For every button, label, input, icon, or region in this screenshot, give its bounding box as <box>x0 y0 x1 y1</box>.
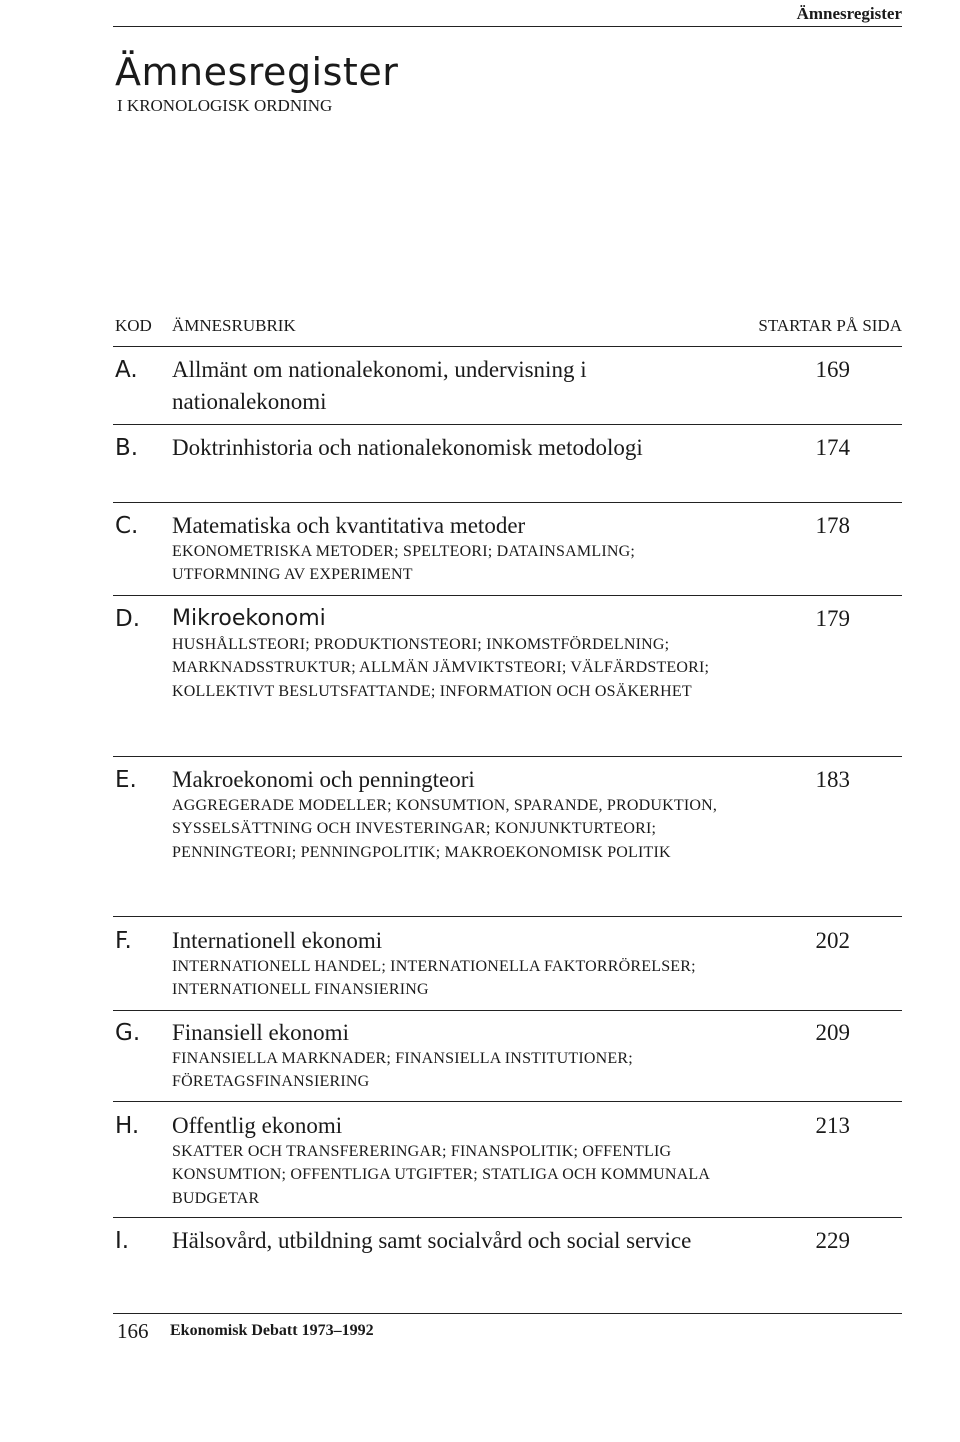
entry-code: D. <box>115 606 141 632</box>
entry-rule <box>113 595 902 596</box>
entry-heading: Mikroekonomi <box>172 606 326 631</box>
entry-code: E. <box>115 767 137 793</box>
column-header-rubrik: ÄMNESRUBRIK <box>172 316 296 335</box>
entry-subtopics: INTERNATIONELL HANDEL; INTERNATIONELLA FAKTORRÖRELSER; INTERNATIONELL FINANSIERING <box>172 958 696 999</box>
entry-heading: Finansiell ekonomi <box>172 1020 349 1045</box>
entry-page: 169 <box>815 357 850 382</box>
entry-heading: Doktrinhistoria och nationalekonomisk metodologi <box>172 435 643 460</box>
column-header-sida: STARTAR PÅ SIDA <box>758 316 902 335</box>
entry-subtopics: HUSHÅLLSTEORI; PRODUKTIONSTEORI; INKOMSTFÖRDELNING; MARKNADSSTRUKTUR; ALLMÄN JÄMVIKTSTEORI; VÄLFÄRDSTEORI; KOLLEKTIVT BESLUTSFATTANDE; INFORMATION OCH OSÄKERHET <box>172 636 710 700</box>
entry-page: 229 <box>815 1228 850 1253</box>
entry-page: 209 <box>815 1020 850 1045</box>
page-subtitle: I KRONOLOGISK ORDNING <box>117 96 333 115</box>
entry-page: 183 <box>815 767 850 792</box>
column-header-rule <box>113 346 902 347</box>
entry-rule <box>113 424 902 425</box>
entry-rule <box>113 1101 902 1102</box>
footer-rule <box>113 1313 902 1314</box>
entry-rule <box>113 1217 902 1218</box>
entry-heading: Makroekonomi och penningteori <box>172 767 475 792</box>
entry-rule <box>113 756 902 757</box>
entry-subtopics: AGGREGERADE MODELLER; KONSUMTION, SPARANDE, PRODUKTION, SYSSELSÄTTNING OCH INVESTERINGAR; KONJUNKTURTEORI; PENNINGTEORI; PENNINGPOLITIK; MAKROEKONOMISK POLITIK <box>172 797 718 861</box>
entry-code: C. <box>115 513 139 539</box>
entry-heading: Allmänt om nationalekonomi, undervisning i nationalekonomi <box>172 357 587 414</box>
footer-page-number: 166 <box>117 1319 149 1343</box>
header-rule <box>113 26 902 27</box>
entry-code: H. <box>115 1113 140 1139</box>
entry-heading: Internationell ekonomi <box>172 928 383 953</box>
running-head: Ämnesregister <box>796 4 902 23</box>
entry-page: 174 <box>815 435 850 460</box>
entry-page: 178 <box>815 513 850 538</box>
entry-heading: Offentlig ekonomi <box>172 1113 343 1138</box>
entry-page: 202 <box>815 928 850 953</box>
entry-rule <box>113 1010 902 1011</box>
entry-rule <box>113 916 902 917</box>
column-header-kod: KOD <box>115 316 152 335</box>
entry-subtopics: EKONOMETRISKA METODER; SPELTEORI; DATAINSAMLING; UTFORMNING AV EXPERIMENT <box>172 543 635 584</box>
entry-code: B. <box>115 435 139 461</box>
entry-rule <box>113 502 902 503</box>
entry-code: I. <box>115 1228 130 1254</box>
entry-page: 179 <box>815 606 850 631</box>
entry-heading: Matematiska och kvantitativa metoder <box>172 513 526 538</box>
entry-code: F. <box>115 928 132 954</box>
entry-subtopics: SKATTER OCH TRANSFERERINGAR; FINANSPOLITIK; OFFENTLIG KONSUMTION; OFFENTLIGA UTGIFTER; STATLIGA OCH KOMMUNALA BUDGETAR <box>172 1143 710 1207</box>
page-title: Ämnesregister <box>115 50 399 94</box>
entry-code: A. <box>115 357 138 383</box>
entry-page: 213 <box>815 1113 850 1138</box>
entry-subtopics: FINANSIELLA MARKNADER; FINANSIELLA INSTITUTIONER; FÖRETAGSFINANSIERING <box>172 1050 633 1091</box>
entry-heading: Hälsovård, utbildning samt socialvård och social service <box>172 1228 692 1253</box>
footer-publication: Ekonomisk Debatt 1973–1992 <box>170 1322 374 1339</box>
entry-code: G. <box>115 1020 141 1046</box>
